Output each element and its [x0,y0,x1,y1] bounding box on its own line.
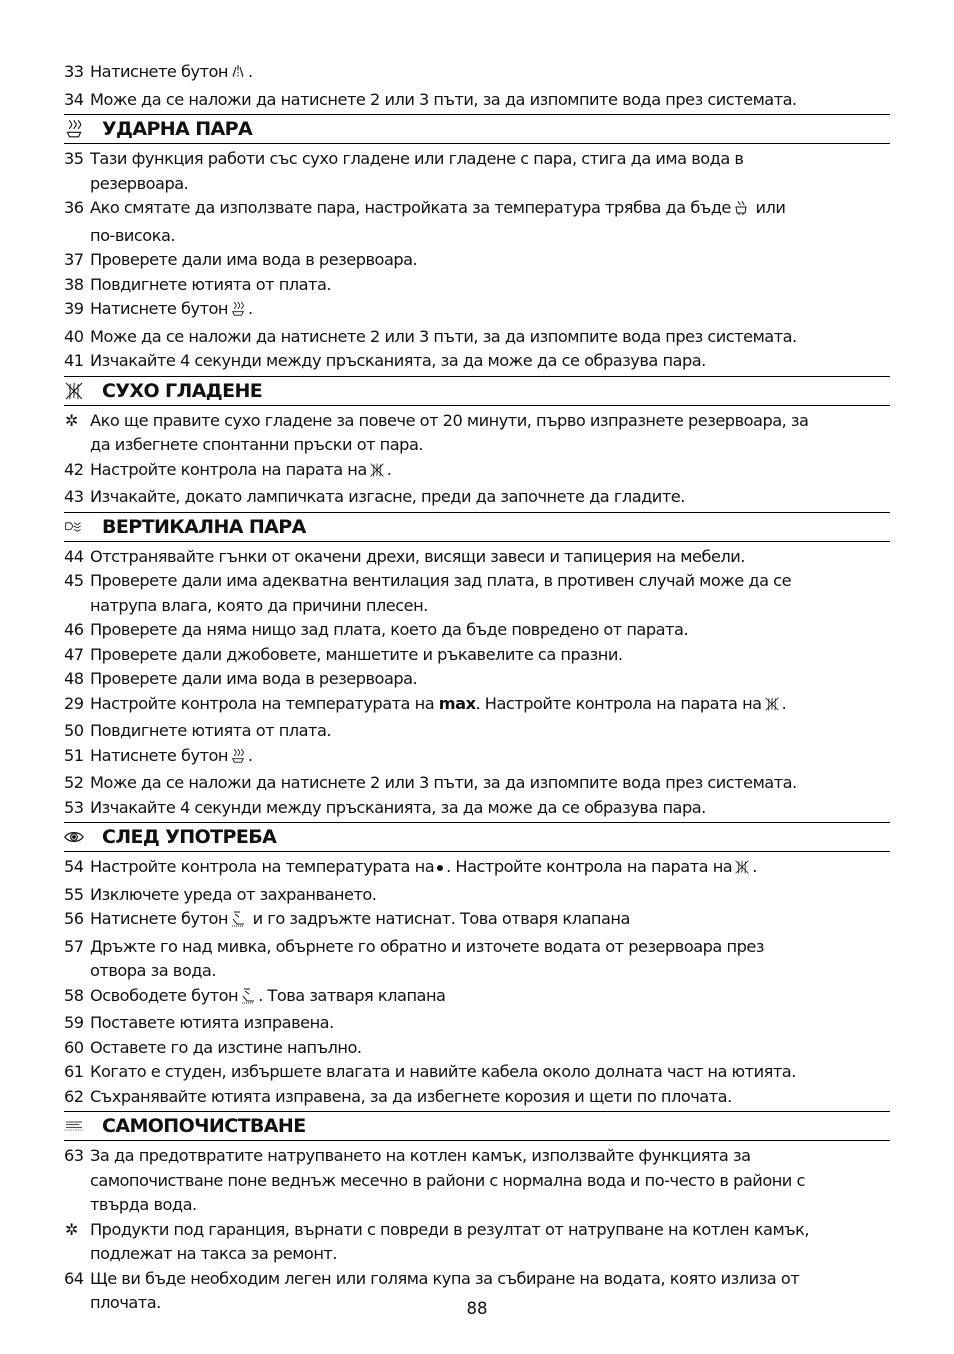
item-number: 50 [64,721,84,740]
item-text: Натиснете бутон [90,745,228,765]
item-text: Поставете ютията изправена. [90,1013,334,1032]
item-number: 62 [64,1086,84,1106]
item-number: 48 [64,669,84,688]
section-title: ВЕРТИКАЛНА ПАРА [102,515,306,538]
item-text: плочата. [90,1293,161,1312]
item-text: Може да се наложи да натиснете 2 или 3 пъти, за да изпомпите вода през системата. [90,773,797,792]
list-item [64,297,890,325]
item-number: 53 [64,797,84,817]
item-number: 52 [64,773,84,792]
self-clean-button-icon [240,987,256,1012]
vertical-steam-icon [64,517,84,541]
list-item [64,248,890,273]
item-text: Проверете дали джобовете, маншетите и ръкавелите са празни. [90,644,623,664]
item-text: Настройте контрола на температурата на [90,857,435,876]
item-number: 34 [64,89,84,109]
eye-icon [64,827,84,851]
item-number: 57 [64,936,84,956]
item-number: 54 [64,857,84,876]
item-text: Ако ще правите сухо гладене за повече от 20 минути, първо изпразнете резервоара, за [90,410,809,430]
item-text: Натиснете бутон [90,299,228,318]
section-title: УДАРНА ПАРА [102,118,253,140]
self-clean-button-icon [230,910,246,935]
list-item [64,147,890,196]
list-item [64,667,890,692]
list-item [64,273,890,298]
list-item [64,855,890,883]
item-text: . Това затваря клапана [258,985,446,1005]
item-number: 33 [64,62,84,81]
list-item [64,458,890,486]
item-text: Натиснете бутон [90,62,228,81]
item-number: 47 [64,644,84,664]
item-number: 42 [64,459,84,479]
item-number: 36 [64,198,84,217]
list-item [64,744,890,772]
item-number: 46 [64,620,84,639]
list-item [64,618,890,643]
item-text: . [248,299,253,318]
list-item [64,692,890,720]
item-text: Ще ви бъде необходим леген или голяма купа за събиране на водата, която излиза от [90,1268,800,1288]
self-clean-icon [64,1116,84,1140]
warning-item [64,409,890,458]
item-number: 64 [64,1268,84,1288]
item-text: твърда вода. [90,1195,197,1214]
list-item [64,1036,890,1061]
list-item [64,771,890,796]
item-text: Изчакайте, докато лампичката изгасне, преди да започнете да гладите. [90,487,685,506]
item-number: 35 [64,149,84,168]
item-text: подлежат на такса за ремонт. [90,1244,337,1263]
item-bold-text: max [438,693,476,713]
item-text: да избегнете спонтанни пръски от пара. [90,435,424,454]
shot-steam-icon [64,119,84,143]
item-number: 51 [64,745,84,765]
list-item [64,325,890,350]
item-number: 55 [64,884,84,904]
item-number: 37 [64,250,84,269]
item-text: . [386,459,392,479]
list-item [64,984,890,1012]
list-item [64,907,890,935]
shot-steam-icon [230,747,246,772]
item-number: 60 [64,1037,84,1057]
item-text: Проверете дали има адекватна вентилация зад плата, в противен случай може да се [90,571,792,590]
item-text: Натиснете бутон [90,909,228,928]
item-text: . Настройте контрола на парата на [475,693,762,713]
list-item [64,569,890,618]
item-number: 61 [64,1062,84,1081]
list-item [64,1011,890,1036]
item-text: Ако смятате да използвате пара, настройката за температура трябва да бъде [90,198,731,217]
list-item [64,643,890,668]
item-text: Дръжте го над мивка, обърнете го обратно и източете водата от резервоара през [90,936,764,956]
item-text: и го задръжте натиснат. Това отваря клапана [248,909,630,928]
item-text: Когато е студен, избършете влагата и навийте кабела около долната част на ютията. [90,1062,796,1081]
shot-steam-icon [230,300,246,325]
warning-star-icon: ✲ [65,1219,78,1239]
item-text: по-висока. [90,225,176,245]
page-number: 88 [466,1299,488,1318]
section-title: СУХО ГЛАДЕНЕ [102,379,263,402]
item-text: Тази функция работи със сухо гладене или гладене с пара, стига да има вода в [90,149,744,168]
item-text: Продукти под гаранция, върнати с повреди в резултат от натрупване на котлен камък, [90,1219,810,1239]
item-text: Настройте контрола на температурата на [90,693,439,713]
item-text: Изключете уреда от захранването. [90,884,377,904]
item-text: . Настройте контрола на парата на [446,857,733,876]
warning-item [64,1218,890,1267]
item-text: . [752,857,757,876]
list-item [64,1144,890,1218]
item-text: натрупа влага, която да причини плесен. [90,595,428,615]
list-item [64,485,890,510]
item-number: 39 [64,299,84,318]
section-title: САМОПОЧИСТВАНЕ [102,1115,306,1137]
item-text: Проверете дали има вода в резервоара. [90,250,418,269]
item-text: Проверете да няма нищо зад плата, което да бъде повредено от парата. [90,620,689,639]
section-title: СЛЕД УПОТРЕБА [102,826,277,848]
item-text: Изчакайте 4 секунди между пръсканията, за да може да се образува пара. [90,797,706,817]
item-text: Съхранявайте ютията изправена, за да избегнете корозия и щети по плочата. [90,1086,732,1106]
item-text: самопочистване поне веднъж месечно в райони с нормална вода и по-често в райони с [90,1170,805,1190]
list-item [64,1060,890,1085]
item-text: Освободете бутон [90,985,239,1005]
item-text: Проверете дали има вода в резервоара. [90,669,418,688]
item-number: 41 [64,351,84,370]
item-number: 29 [64,693,84,713]
list-item [64,349,890,374]
dry-iron-icon [764,695,780,720]
item-text: Може да се наложи да натиснете 2 или 3 пъти, за да изпомпите вода през системата. [90,89,797,109]
item-text: Отстранявайте гънки от окачени дрехи, висящи завеси и тапицерия на мебели. [90,546,745,566]
warning-star-icon: ✲ [65,410,78,430]
item-number: 43 [64,487,84,506]
item-number: 38 [64,274,84,294]
item-number: 44 [64,546,84,566]
section-heading [64,376,890,406]
item-text: Изчакайте 4 секунди между пръсканията, за да може да се образува пара. [90,351,706,370]
section-heading [64,1111,890,1141]
dry-iron-icon [369,461,385,486]
item-number: 45 [64,571,84,590]
dry-iron-icon [734,858,750,883]
section-heading [64,114,890,144]
list-item [64,60,890,88]
item-text: Повдигнете ютията от плата. [90,274,332,294]
spray-nozzle-icon [230,63,246,88]
item-text: Оставете го да изстине напълно. [90,1037,362,1057]
item-text: . [248,62,253,81]
list-item [64,719,890,744]
item-number: 40 [64,326,84,346]
item-number: 63 [64,1146,84,1165]
list-item [64,1085,890,1110]
section-heading [64,822,890,852]
list-item [64,883,890,908]
section-heading [64,512,890,542]
item-text: или [750,198,786,217]
item-text: отвора за вода. [90,961,216,980]
list-item [64,196,890,248]
list-item [64,935,890,984]
item-number: 58 [64,985,84,1005]
list-item [64,545,890,570]
item-text: Настройте контрола на парата на [90,459,367,479]
item-text: За да предотвратите натрупването на котлен камък, използвайте функцията за [90,1146,751,1165]
item-text: резервоара. [90,173,189,193]
list-item [64,796,890,821]
list-item [64,88,890,113]
dot-icon [436,858,444,883]
item-number: 56 [64,909,84,928]
item-text: . [248,745,253,765]
document-body [64,60,890,1316]
item-number: 59 [64,1013,84,1032]
steam-setting-icon [733,199,749,224]
item-text: . [781,693,787,713]
item-text: Повдигнете ютията от плата. [90,721,332,740]
item-text: Може да се наложи да натиснете 2 или 3 пъти, за да изпомпите вода през системата. [90,326,797,346]
dry-iron-icon [64,381,84,405]
